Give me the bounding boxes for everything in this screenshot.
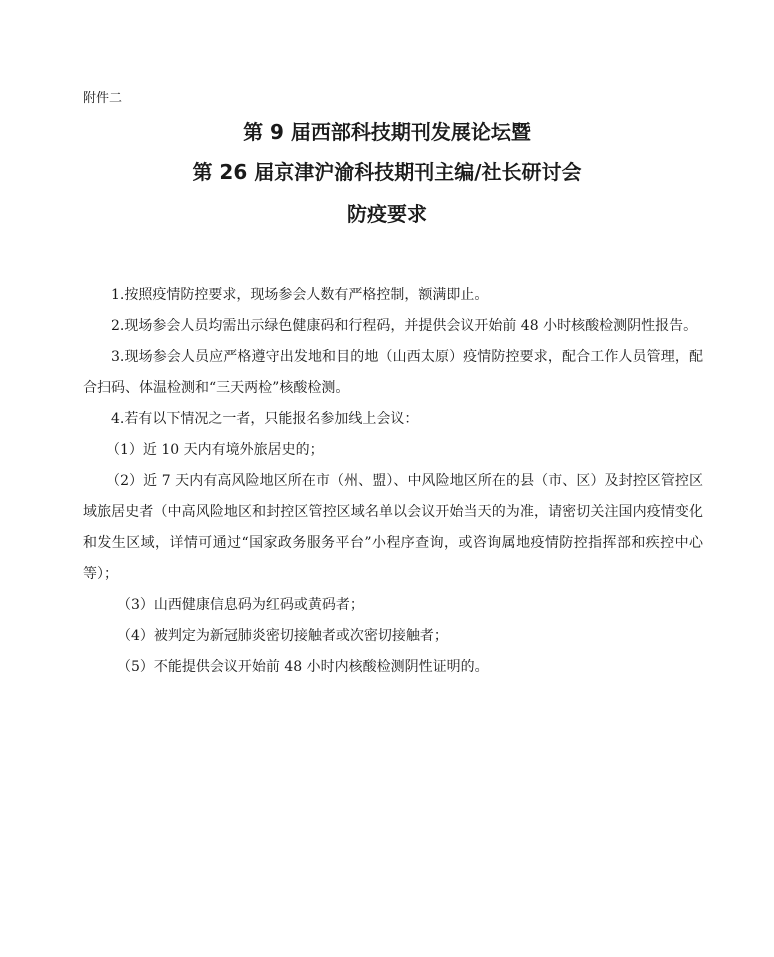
requirement-item-3: 3.现场参会人员应严格遵守出发地和目的地（山西太原）疫情防控要求，配合工作人员管理，配合扫码、体温检测和“三天两检”核酸检测。 xyxy=(83,349,703,396)
condition-item-3: （3）山西健康信息码为红码或黄码者； xyxy=(117,597,364,613)
requirements-body xyxy=(83,280,703,683)
attachment-label: 附件二 xyxy=(83,91,123,106)
requirement-item-2: 2.现场参会人员均需出示绿色健康码和行程码，并提供会议开始前 48 小时核酸检测阴性报告。 xyxy=(111,318,698,334)
condition-item-1: （1）近 10 天内有境外旅居史的； xyxy=(106,442,324,458)
title-line-2: 第 26 届京津沪渝科技期刊主编/社长研讨会 xyxy=(192,160,582,184)
title-line-3: 防疫要求 xyxy=(347,202,427,226)
requirement-item-1: 1.按照疫情防控要求，现场参会人数有严格控制，额满即止。 xyxy=(111,287,489,303)
requirement-item-4: 4.若有以下情况之一者，只能报名参加线上会议： xyxy=(111,411,419,427)
title-line-1: 第 9 届西部科技期刊发展论坛暨 xyxy=(243,120,531,144)
condition-item-2: （2）近 7 天内有高风险地区所在市（州、盟）、中风险地区所在的县（市、区）及封控区管控区域旅居史者（中高风险地区和封控区管控区域名单以会议开始当天的为准，请密切关注国内疫情变化和发生区域，详情可通过“国家政务服务平台”小程序查询，或咨询属地疫情防控指挥部和疾控中心等）； xyxy=(83,473,703,582)
condition-item-4: （4）被判定为新冠肺炎密切接触者或次密切接触者； xyxy=(117,628,448,644)
condition-item-5: （5）不能提供会议开始前 48 小时内核酸检测阴性证明的。 xyxy=(117,659,489,675)
